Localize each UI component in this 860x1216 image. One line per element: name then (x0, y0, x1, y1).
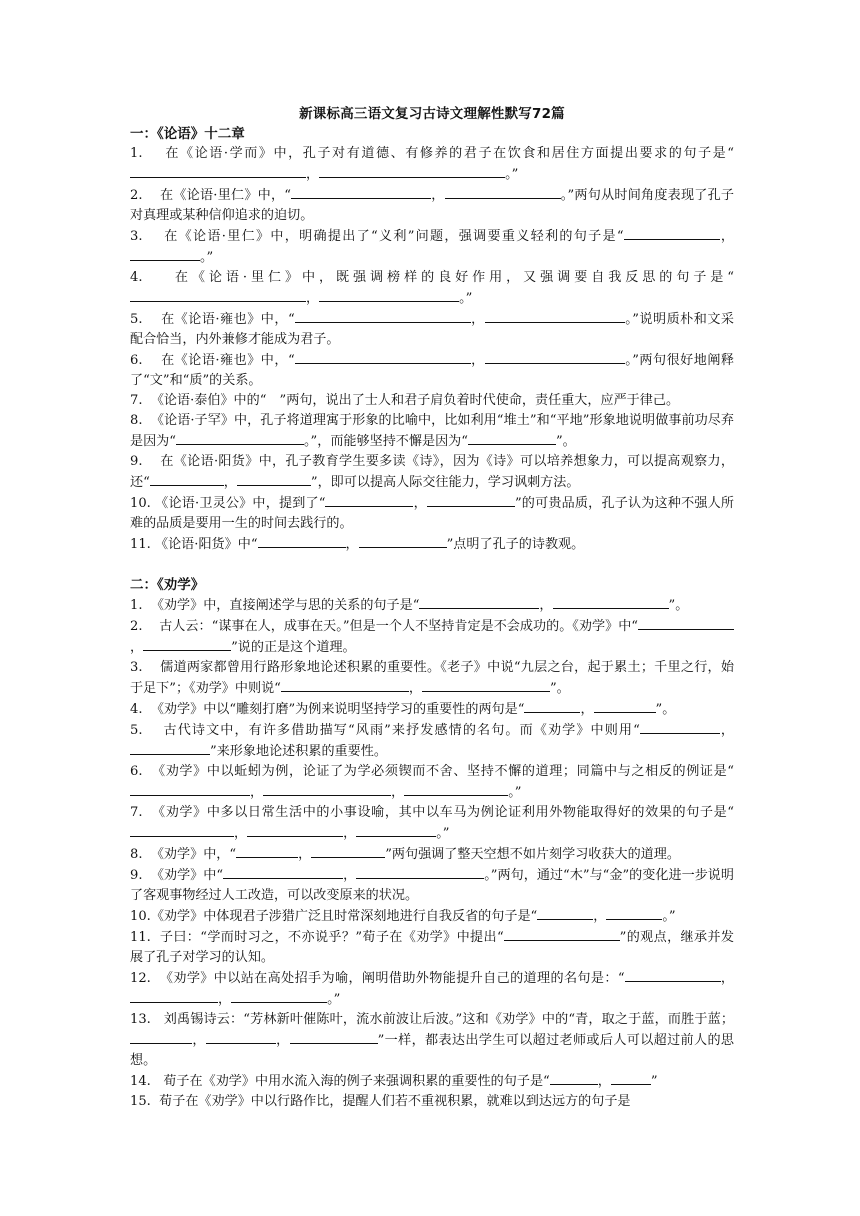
answer-blank[interactable] (485, 350, 625, 364)
question-item: 9. 《劝学》中“ ， 。”两句，通过“木”与“金”的变化进一步说明了客观事物经过人工改造，可以改变原来的状况。 (130, 865, 734, 906)
answer-blank[interactable] (427, 493, 515, 507)
question-item: 13. 刘禹锡诗云：“芳林新叶催陈叶，流水前波让后波。”这和《劝学》中的“青，取之于蓝，而胜于蓝；， ， ”一样，都表达出学生可以超过老师或后人可以超过前人的思想。 (130, 1012, 735, 1068)
answer-blank[interactable] (150, 472, 224, 486)
answer-blank[interactable] (130, 164, 306, 178)
answer-blank[interactable] (237, 472, 311, 486)
question-item: 15. 荀子在《劝学》中以行路作比，提醒人们若不重视积累，就难以到达远方的句子是 (130, 1094, 631, 1109)
answer-blank[interactable] (625, 968, 721, 982)
answer-blank[interactable] (247, 823, 343, 837)
question-item: 9. 在《论语·阳货》中，孔子教育学生要多读《诗》，因为《诗》可以培养想象力，可以提高观察力，还“ ， ”，即可以提高人际交往能力，学习讽刺方法。 (130, 454, 734, 490)
answer-blank[interactable] (419, 595, 539, 609)
answer-blank[interactable] (176, 431, 304, 445)
answer-blank[interactable] (325, 493, 413, 507)
answer-blank[interactable] (319, 164, 505, 178)
answer-blank[interactable] (524, 699, 580, 713)
answer-blank[interactable] (311, 844, 385, 858)
answer-blank[interactable] (258, 534, 346, 548)
question-item: 12. 《劝学》中以站在高处招手为喻，阐明借助外物能提升自己的道理的名句是：“ ，， 。” (130, 968, 734, 1010)
question-item: 10.《劝学》中体现君子涉猎广泛且时常深刻地进行自我反省的句子是“ ， 。” (130, 906, 734, 927)
answer-blank[interactable] (445, 185, 561, 199)
answer-blank[interactable] (550, 1071, 598, 1085)
answer-blank[interactable] (624, 226, 720, 240)
answer-blank[interactable] (290, 1030, 378, 1044)
question-item: 1. 在《论语·学而》中，孔子对有道德、有修养的君子在饮食和居住方面提出要求的句子是“， 。” (130, 146, 734, 182)
section-heading-lunyu: 一：《论语》十二章 (130, 126, 245, 142)
answer-blank[interactable] (356, 865, 484, 879)
answer-blank[interactable] (130, 247, 200, 261)
answer-blank[interactable] (143, 637, 231, 651)
answer-blank[interactable] (236, 844, 298, 858)
answer-blank[interactable] (130, 741, 210, 755)
answer-blank[interactable] (611, 1071, 651, 1085)
answer-blank[interactable] (263, 782, 391, 796)
document-title: 新课标高三语文复习古诗文理解性默写72篇 (299, 106, 565, 122)
answer-blank[interactable] (295, 350, 471, 364)
question-item: 5. 古代诗文中，有许多借助描写“风雨”来抒发感情的名句。而《劝学》中则用“ ，”来形象地论述积累的重要性。 (130, 720, 734, 762)
question-item: 7. 《论语·泰伯》中的“ ”两句，说出了士人和君子肩负着时代使命，责任重大，应严于律己。 (130, 393, 680, 408)
answer-blank[interactable] (291, 185, 431, 199)
answer-blank[interactable] (606, 906, 662, 920)
question-item: 6. 《劝学》中以蚯蚓为例，论证了为学必须锲而不舍、坚持不懈的道理；同篇中与之相反的例证是“， ， 。” (130, 764, 734, 800)
answer-blank[interactable] (130, 782, 250, 796)
question-item: 11. 子曰：“学而时习之，不亦说乎？”荀子在《劝学》中提出“ ”的观点，继承并发展了孔子对学习的认知。 (130, 927, 734, 968)
answer-blank[interactable] (130, 1030, 192, 1044)
answer-blank[interactable] (537, 906, 593, 920)
question-item: 8. 《劝学》中，“ ， ”两句强调了整天空想不如片刻学习收获大的道理。 (130, 844, 734, 865)
answer-blank[interactable] (206, 1030, 276, 1044)
answer-blank[interactable] (553, 595, 669, 609)
answer-blank[interactable] (422, 678, 550, 692)
answer-blank[interactable] (594, 699, 656, 713)
answer-blank[interactable] (468, 431, 556, 445)
answer-blank[interactable] (404, 782, 508, 796)
question-item: 3. 在《论语·里仁》中，明确提出了“义利”问题，强调要重义轻利的句子是“ ，。” (130, 226, 734, 268)
question-item: 2. 在《论语·里仁》中，“ ， 。”两句从时间角度表现了孔子对真理或某种信仰追求的迫切。 (130, 185, 734, 226)
answer-blank[interactable] (231, 989, 327, 1003)
answer-blank[interactable] (638, 616, 734, 630)
question-item: 14. 荀子在《劝学》中用水流入海的例子来强调积累的重要性的句子是“ ， ” (130, 1071, 734, 1092)
answer-blank[interactable] (223, 865, 343, 879)
question-item: 10. 《论语·卫灵公》中，提到了“ ， ”的可贵品质，孔子认为这种不强人所难的品质是要用一生的时间去践行的。 (130, 493, 734, 534)
document-page (130, 104, 734, 1112)
answer-blank[interactable] (130, 989, 218, 1003)
answer-blank[interactable] (130, 288, 306, 302)
question-item: 4. 《劝学》中以“雕刻打磨”为例来说明坚持学习的重要性的两句是“ ， ”。 (130, 699, 734, 720)
answer-blank[interactable] (356, 823, 436, 837)
question-item: 3. 儒道两家都曾用行路形象地论述积累的重要性。《老子》中说“九层之台，起于累土；千里之行，始于足下”；《劝学》中则说“ ， ”。 (130, 660, 734, 696)
question-item: 7. 《劝学》中多以日常生活中的小事设喻，其中以车马为例论证利用外物能取得好的效果的句子是“， ， 。” (130, 805, 734, 841)
answer-blank[interactable] (281, 678, 409, 692)
answer-blank[interactable] (359, 534, 447, 548)
answer-blank[interactable] (295, 309, 471, 323)
question-item: 11. 《论语·阳货》中“ ， ”点明了孔子的诗教观。 (130, 534, 734, 555)
question-item: 1. 《劝学》中，直接阐述学与思的关系的句子是“ ， ”。 (130, 595, 734, 616)
answer-blank[interactable] (504, 927, 620, 941)
answer-blank[interactable] (319, 288, 459, 302)
question-item: 2. 古人云：“谋事在人，成事在天。”但是一个人不坚持肯定是不会成功的。《劝学》中“， ”说的正是这个道理。 (130, 616, 734, 658)
answer-blank[interactable] (485, 309, 625, 323)
question-item: 5. 在《论语·雍也》中，“ ， 。”说明质朴和文采配合恰当，内外兼修才能成为君子。 (130, 309, 734, 350)
answer-blank[interactable] (130, 823, 234, 837)
question-item: 4. 在《论语·里仁》中，既强调榜样的良好作用，又强调要自我反思的句子是“， 。” (130, 270, 734, 306)
section-heading-quanxue: 二：《劝学》 (130, 577, 205, 593)
question-item: 8. 《论语·子罕》中，孔子将道理寓于形象的比喻中，比如利用“堆土”和“平地”形象地说明做事前功尽弃是因为“ 。”，而能够坚持不懈是因为“ ”。 (130, 413, 734, 449)
answer-blank[interactable] (640, 720, 720, 734)
question-item: 6. 在《论语·雍也》中，“ ， 。”两句很好地阐释了“文”和“质”的关系。 (130, 350, 734, 391)
